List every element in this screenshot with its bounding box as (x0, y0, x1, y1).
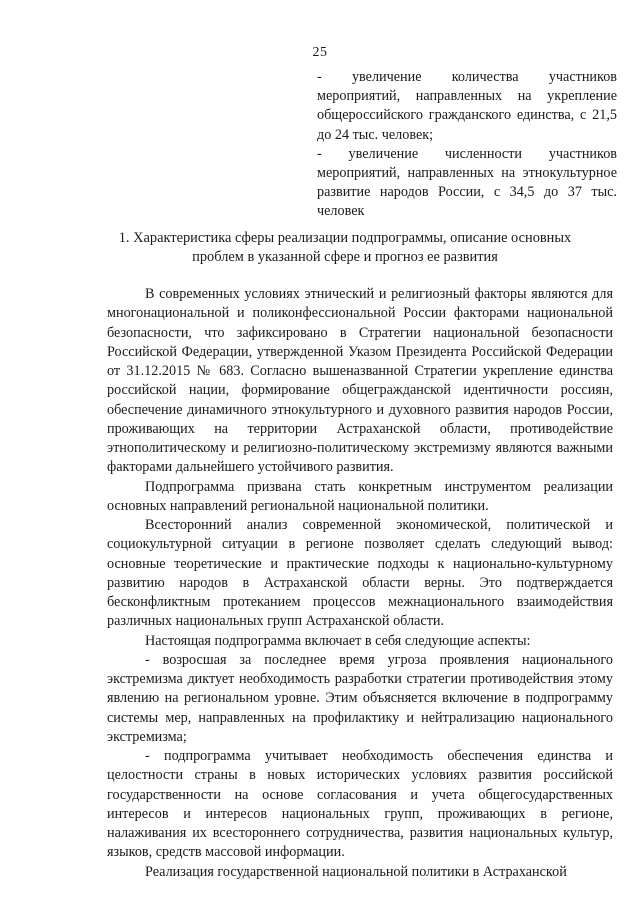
indicator-list (317, 68, 617, 222)
paragraph: Настоящая подпрограмма включает в себя следующие аспекты: (145, 632, 531, 649)
section-heading (95, 229, 595, 268)
section-heading-line: проблем в указанной сфере и прогноз ее развития (192, 249, 498, 266)
paragraph: В современных условиях этнический и религиозный факторы являются для многонациональной и поликонфессиональной России факторами национальной безопасности, что зафиксировано в Стратегии национальной безопасности Российской Федерации, утвержденной Указом Президента Российской Федерации от 31.12.2015 № 683. Согласно вышеназванной Стратегии укрепление единства российской нации, формирование общегражданской идентичности россиян, обеспечение динамичного этнокультурного и духовного развития народов России, проживающих на территории Астраханской области, противодействие этнополитическому и религиозно-политическому экстремизму являются важными факторами дальнейшего устойчивого развития. (107, 286, 613, 476)
paragraph: - подпрограмма учитывает необходимость обеспечения единства и целостности страны в новых исторических условиях развития российской государственности на основе согласования и учета общегосударственных интересов и интересов национальных групп, проживающих в регионе, налаживания их всестороннего сотрудничества, развития национальных культур, языков, средств массовой информации. (107, 748, 613, 861)
section-heading-line: 1. Характеристика сферы реализации подпрограммы, описание основных (118, 230, 572, 246)
paragraph: Подпрограмма призвана стать конкретным инструментом реализации основных направлений региональной национальной политики. (107, 478, 613, 514)
list-item: - увеличение количества участников мероприятий, направленных на укрепление общероссийского гражданского единства, с 21,5 до 24 тыс. человек; (317, 69, 617, 143)
paragraph: Всесторонний анализ современной экономической, политической и социокультурной ситуации в регионе позволяет сделать следующий вывод: основные теоретические и практические подходы к национально-культурному развитию народов в Астраханской области верны. Это подтверждается бесконфликтным протеканием процессов межнационального взаимодействия различных национальных групп Астраханской области. (107, 517, 613, 630)
paragraph: Реализация государственной национальной политики в Астраханской (145, 863, 567, 880)
body-text (107, 285, 613, 882)
paragraph: - возросшая за последнее время угроза проявления национального экстремизма диктует необходимость разработки стратегии противодействия этому явлению на региональном уровне. Этим объясняется включение в подпрограмму системы мер, направленных на профилактику и нейтрализацию национального экстремизма; (107, 651, 613, 745)
list-item: - увеличение численности участников мероприятий, направленных на этнокультурное развитие народов России, с 34,5 до 37 тыс. человек (317, 145, 617, 220)
page-number: 25 (312, 45, 328, 60)
